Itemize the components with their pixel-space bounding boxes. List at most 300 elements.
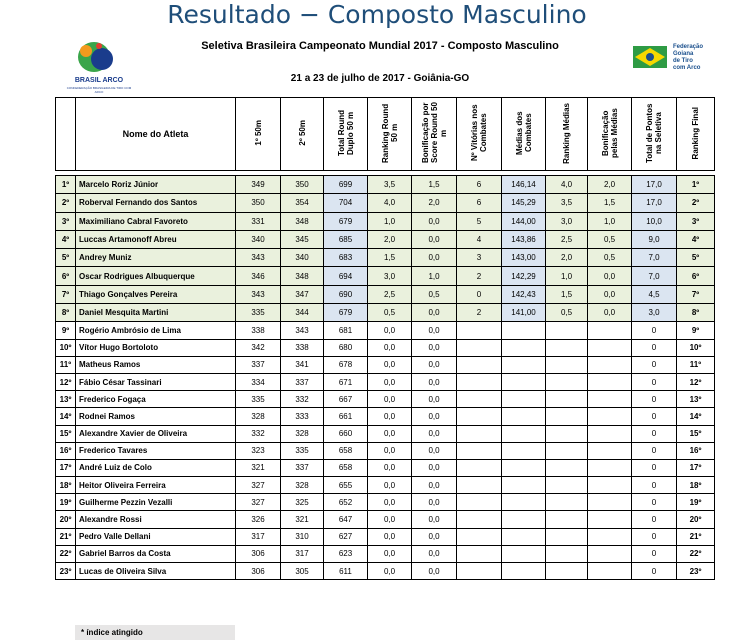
cell-ranking-round: 0,0 <box>368 408 412 425</box>
cell-final-ranking: 9º <box>677 322 715 339</box>
cell-position: 22º <box>56 545 76 562</box>
cell-first-50m: 350 <box>236 194 281 212</box>
cell-ranking-avg <box>546 373 588 390</box>
cell-athlete-name: Marcelo Roriz Júnior <box>76 176 236 194</box>
cell-total-points: 4,5 <box>632 285 677 303</box>
cell-avg-combats <box>502 442 546 459</box>
cell-athlete-name: Heitor Oliveira Ferreira <box>76 477 236 494</box>
cell-position: 7º <box>56 285 76 303</box>
header-wins: Nº Vitórias nos Combates <box>457 98 502 171</box>
table-row <box>56 494 715 511</box>
cell-position: 21º <box>56 528 76 545</box>
cell-ranking-avg <box>546 459 588 476</box>
cell-first-50m: 340 <box>236 230 281 248</box>
cell-total-points: 17,0 <box>632 194 677 212</box>
cell-athlete-name: Daniel Mesquita Martini <box>76 304 236 322</box>
cell-ranking-avg <box>546 339 588 356</box>
cell-total-round: 678 <box>324 356 368 373</box>
table-row <box>56 212 715 230</box>
cell-final-ranking: 7º <box>677 285 715 303</box>
cell-bonus-avg <box>588 442 632 459</box>
cell-total-round: 699 <box>324 176 368 194</box>
cell-bonus-score: 0,0 <box>412 511 457 528</box>
cell-total-points: 10,0 <box>632 212 677 230</box>
cell-ranking-round: 0,0 <box>368 391 412 408</box>
cell-second-50m: 348 <box>281 212 324 230</box>
cell-ranking-round: 0,0 <box>368 563 412 580</box>
cell-avg-combats <box>502 459 546 476</box>
cell-second-50m: 337 <box>281 459 324 476</box>
header-final-ranking: Ranking Final <box>677 98 715 171</box>
cell-avg-combats <box>502 425 546 442</box>
header-avg-combats: Médias dos Combates <box>502 98 546 171</box>
cell-position: 15º <box>56 425 76 442</box>
cell-second-50m: 337 <box>281 373 324 390</box>
cell-final-ranking: 10º <box>677 339 715 356</box>
cell-wins: 6 <box>457 194 502 212</box>
cell-wins <box>457 494 502 511</box>
cell-bonus-avg <box>588 425 632 442</box>
cell-ranking-round: 3,5 <box>368 176 412 194</box>
cell-wins: 5 <box>457 212 502 230</box>
cell-second-50m: 335 <box>281 442 324 459</box>
event-date: 21 a 23 de julho de 2017 - Goiânia-GO <box>290 73 470 84</box>
cell-ranking-round: 0,5 <box>368 304 412 322</box>
cell-ranking-round: 0,0 <box>368 511 412 528</box>
cell-ranking-avg <box>546 356 588 373</box>
cell-final-ranking: 1º <box>677 176 715 194</box>
cell-bonus-avg <box>588 373 632 390</box>
cell-wins: 2 <box>457 304 502 322</box>
cell-final-ranking: 22º <box>677 545 715 562</box>
cell-second-50m: 321 <box>281 511 324 528</box>
cell-bonus-avg <box>588 459 632 476</box>
cell-ranking-round: 0,0 <box>368 459 412 476</box>
cell-athlete-name: Gabriel Barros da Costa <box>76 545 236 562</box>
cell-final-ranking: 4º <box>677 230 715 248</box>
cell-avg-combats <box>502 477 546 494</box>
cell-total-points: 0 <box>632 425 677 442</box>
cell-second-50m: 341 <box>281 356 324 373</box>
cell-ranking-round: 0,0 <box>368 425 412 442</box>
cell-athlete-name: Luccas Artamonoff Abreu <box>76 230 236 248</box>
cell-position: 17º <box>56 459 76 476</box>
cell-avg-combats: 143,00 <box>502 249 546 267</box>
cell-final-ranking: 16º <box>677 442 715 459</box>
cell-total-round: 661 <box>324 408 368 425</box>
cell-ranking-avg <box>546 442 588 459</box>
cell-first-50m: 306 <box>236 563 281 580</box>
cell-total-points: 7,0 <box>632 267 677 285</box>
cell-wins <box>457 477 502 494</box>
cell-bonus-avg <box>588 339 632 356</box>
cell-athlete-name: Frederico Fogaça <box>76 391 236 408</box>
cell-final-ranking: 5º <box>677 249 715 267</box>
cell-ranking-avg <box>546 545 588 562</box>
cell-total-round: 611 <box>324 563 368 580</box>
table-row <box>56 373 715 390</box>
cell-total-round: 658 <box>324 442 368 459</box>
cell-avg-combats <box>502 391 546 408</box>
table-row <box>56 442 715 459</box>
cell-bonus-avg <box>588 494 632 511</box>
cell-avg-combats <box>502 494 546 511</box>
cell-ranking-round: 0,0 <box>368 339 412 356</box>
cell-bonus-avg <box>588 356 632 373</box>
cell-bonus-avg <box>588 511 632 528</box>
cell-final-ranking: 15º <box>677 425 715 442</box>
cell-wins <box>457 528 502 545</box>
cell-total-round: 685 <box>324 230 368 248</box>
table-row <box>56 285 715 303</box>
cell-wins: 2 <box>457 267 502 285</box>
cell-athlete-name: Matheus Ramos <box>76 356 236 373</box>
cell-ranking-round: 4,0 <box>368 194 412 212</box>
cell-total-points: 0 <box>632 391 677 408</box>
cell-avg-combats: 145,29 <box>502 194 546 212</box>
cell-ranking-round: 0,0 <box>368 494 412 511</box>
cell-athlete-name: André Luiz de Colo <box>76 459 236 476</box>
cell-avg-combats: 141,00 <box>502 304 546 322</box>
cell-bonus-score: 0,0 <box>412 230 457 248</box>
cell-athlete-name: Roberval Fernando dos Santos <box>76 194 236 212</box>
cell-bonus-avg: 2,0 <box>588 176 632 194</box>
table-row <box>56 356 715 373</box>
header-first-50m: 1º 50m <box>236 98 281 171</box>
cell-avg-combats: 146,14 <box>502 176 546 194</box>
cell-first-50m: 327 <box>236 477 281 494</box>
cell-avg-combats: 144,00 <box>502 212 546 230</box>
cell-ranking-avg: 4,0 <box>546 176 588 194</box>
cell-bonus-score: 0,0 <box>412 304 457 322</box>
cell-total-points: 0 <box>632 511 677 528</box>
cell-wins <box>457 322 502 339</box>
cell-bonus-score: 2,0 <box>412 194 457 212</box>
header-ranking-avg: Ranking Médias <box>546 98 588 171</box>
table-row <box>56 528 715 545</box>
cell-total-round: 704 <box>324 194 368 212</box>
cell-second-50m: 333 <box>281 408 324 425</box>
cell-bonus-avg <box>588 563 632 580</box>
cell-position: 1º <box>56 176 76 194</box>
cell-wins <box>457 391 502 408</box>
table-row <box>56 408 715 425</box>
cell-second-50m: 332 <box>281 391 324 408</box>
cell-position: 6º <box>56 267 76 285</box>
cell-total-points: 0 <box>632 322 677 339</box>
cell-wins <box>457 459 502 476</box>
cell-avg-combats <box>502 356 546 373</box>
cell-bonus-score: 0,0 <box>412 322 457 339</box>
table-row <box>56 511 715 528</box>
cell-position: 3º <box>56 212 76 230</box>
cell-ranking-avg <box>546 408 588 425</box>
cell-bonus-score: 0,0 <box>412 477 457 494</box>
cell-first-50m: 317 <box>236 528 281 545</box>
cell-position: 8º <box>56 304 76 322</box>
cell-wins <box>457 339 502 356</box>
cell-bonus-score: 0,0 <box>412 545 457 562</box>
cell-second-50m: 325 <box>281 494 324 511</box>
cell-first-50m: 326 <box>236 511 281 528</box>
cell-total-points: 9,0 <box>632 230 677 248</box>
cell-final-ranking: 6º <box>677 267 715 285</box>
table-row <box>56 339 715 356</box>
cell-first-50m: 335 <box>236 391 281 408</box>
cell-ranking-round: 1,0 <box>368 212 412 230</box>
cell-first-50m: 335 <box>236 304 281 322</box>
cell-second-50m: 344 <box>281 304 324 322</box>
cell-total-points: 0 <box>632 356 677 373</box>
brasil-arco-emblem-icon <box>64 37 134 77</box>
page-title: Resultado − Composto Masculino <box>167 0 587 29</box>
cell-second-50m: 305 <box>281 563 324 580</box>
cell-total-points: 0 <box>632 494 677 511</box>
cell-final-ranking: 12º <box>677 373 715 390</box>
cell-total-points: 0 <box>632 442 677 459</box>
cell-total-round: 658 <box>324 459 368 476</box>
cell-second-50m: 343 <box>281 322 324 339</box>
cell-bonus-score: 0,0 <box>412 528 457 545</box>
cell-bonus-avg: 1,0 <box>588 212 632 230</box>
table-row <box>56 304 715 322</box>
cell-final-ranking: 18º <box>677 477 715 494</box>
cell-athlete-name: Thiago Gonçalves Pereira <box>76 285 236 303</box>
table-row <box>56 545 715 562</box>
cell-first-50m: 349 <box>236 176 281 194</box>
cell-total-round: 660 <box>324 425 368 442</box>
cell-ranking-avg: 3,5 <box>546 194 588 212</box>
header-bonus-score: Bonificação por Score Round 50 m <box>412 98 457 171</box>
cell-first-50m: 321 <box>236 459 281 476</box>
cell-avg-combats: 142,29 <box>502 267 546 285</box>
cell-bonus-score: 0,0 <box>412 373 457 390</box>
cell-second-50m: 345 <box>281 230 324 248</box>
cell-final-ranking: 20º <box>677 511 715 528</box>
cell-second-50m: 328 <box>281 477 324 494</box>
cell-position: 16º <box>56 442 76 459</box>
cell-final-ranking: 19º <box>677 494 715 511</box>
event-subtitle: Seletiva Brasileira Campeonato Mundial 2017 - Composto Masculino <box>201 40 559 52</box>
cell-ranking-avg <box>546 494 588 511</box>
cell-total-round: 681 <box>324 322 368 339</box>
cell-wins <box>457 356 502 373</box>
cell-ranking-round: 0,0 <box>368 373 412 390</box>
cell-bonus-score: 0,0 <box>412 425 457 442</box>
cell-bonus-score: 0,0 <box>412 249 457 267</box>
cell-position: 23º <box>56 563 76 580</box>
cell-first-50m: 343 <box>236 285 281 303</box>
cell-bonus-avg <box>588 408 632 425</box>
cell-avg-combats: 143,86 <box>502 230 546 248</box>
cell-avg-combats <box>502 545 546 562</box>
cell-final-ranking: 2º <box>677 194 715 212</box>
cell-wins: 3 <box>457 249 502 267</box>
cell-bonus-score: 1,5 <box>412 176 457 194</box>
cell-wins <box>457 442 502 459</box>
cell-total-points: 0 <box>632 563 677 580</box>
cell-athlete-name: Lucas de Oliveira Silva <box>76 563 236 580</box>
cell-bonus-score: 0,0 <box>412 356 457 373</box>
cell-ranking-avg: 2,0 <box>546 249 588 267</box>
cell-ranking-avg <box>546 563 588 580</box>
cell-final-ranking: 8º <box>677 304 715 322</box>
cell-position: 11º <box>56 356 76 373</box>
cell-first-50m: 306 <box>236 545 281 562</box>
cell-bonus-score: 0,0 <box>412 212 457 230</box>
table-row <box>56 425 715 442</box>
cell-ranking-round: 1,5 <box>368 249 412 267</box>
cell-wins: 0 <box>457 285 502 303</box>
cell-first-50m: 346 <box>236 267 281 285</box>
header-position <box>56 98 76 171</box>
cell-second-50m: 317 <box>281 545 324 562</box>
cell-ranking-avg <box>546 477 588 494</box>
cell-bonus-avg <box>588 322 632 339</box>
cell-second-50m: 347 <box>281 285 324 303</box>
cell-ranking-round: 2,0 <box>368 230 412 248</box>
cell-ranking-round: 0,0 <box>368 442 412 459</box>
table-row <box>56 194 715 212</box>
cell-total-points: 0 <box>632 477 677 494</box>
cell-bonus-score: 0,5 <box>412 285 457 303</box>
cell-bonus-score: 0,0 <box>412 494 457 511</box>
table-row <box>56 563 715 580</box>
cell-wins: 6 <box>457 176 502 194</box>
cell-total-round: 671 <box>324 373 368 390</box>
cell-position: 13º <box>56 391 76 408</box>
cell-ranking-round: 0,0 <box>368 356 412 373</box>
cell-bonus-avg <box>588 477 632 494</box>
cell-final-ranking: 23º <box>677 563 715 580</box>
cell-athlete-name: Pedro Valle Dellani <box>76 528 236 545</box>
cell-total-round: 680 <box>324 339 368 356</box>
cell-position: 19º <box>56 494 76 511</box>
cell-ranking-avg <box>546 425 588 442</box>
cell-avg-combats <box>502 563 546 580</box>
cell-avg-combats <box>502 322 546 339</box>
federacao-goiana-name: Federação Goiana de Tiro com Arco <box>673 44 704 71</box>
cell-position: 14º <box>56 408 76 425</box>
table-row <box>56 322 715 339</box>
footnote: * índice atingido <box>75 625 235 640</box>
cell-total-round: 647 <box>324 511 368 528</box>
cell-first-50m: 342 <box>236 339 281 356</box>
cell-total-round: 694 <box>324 267 368 285</box>
cell-total-round: 683 <box>324 249 368 267</box>
cell-athlete-name: Rodnei Ramos <box>76 408 236 425</box>
cell-bonus-score: 0,0 <box>412 459 457 476</box>
cell-ranking-avg: 2,5 <box>546 230 588 248</box>
cell-bonus-avg <box>588 528 632 545</box>
table-row <box>56 249 715 267</box>
cell-athlete-name: Maximiliano Cabral Favoreto <box>76 212 236 230</box>
cell-total-round: 679 <box>324 304 368 322</box>
cell-first-50m: 337 <box>236 356 281 373</box>
results-table <box>55 97 715 580</box>
cell-avg-combats <box>502 528 546 545</box>
cell-final-ranking: 11º <box>677 356 715 373</box>
cell-bonus-score: 0,0 <box>412 442 457 459</box>
cell-first-50m: 334 <box>236 373 281 390</box>
cell-first-50m: 328 <box>236 408 281 425</box>
cell-position: 9º <box>56 322 76 339</box>
cell-bonus-score: 0,0 <box>412 339 457 356</box>
cell-first-50m: 343 <box>236 249 281 267</box>
cell-ranking-avg: 1,5 <box>546 285 588 303</box>
header-bonus-avg: Bonificação pelas Médias <box>588 98 632 171</box>
cell-second-50m: 340 <box>281 249 324 267</box>
header-total-round: Total Round Duplo 50 m <box>324 98 368 171</box>
table-row <box>56 477 715 494</box>
cell-first-50m: 338 <box>236 322 281 339</box>
cell-ranking-avg <box>546 391 588 408</box>
cell-second-50m: 328 <box>281 425 324 442</box>
cell-bonus-avg: 0,5 <box>588 249 632 267</box>
cell-ranking-round: 0,0 <box>368 477 412 494</box>
cell-final-ranking: 21º <box>677 528 715 545</box>
cell-ranking-avg: 0,5 <box>546 304 588 322</box>
header-ranking-round: Ranking Round 50 m <box>368 98 412 171</box>
cell-athlete-name: Alexandre Xavier de Oliveira <box>76 425 236 442</box>
cell-ranking-round: 3,0 <box>368 267 412 285</box>
cell-final-ranking: 17º <box>677 459 715 476</box>
cell-athlete-name: Vítor Hugo Bortoloto <box>76 339 236 356</box>
cell-ranking-avg <box>546 528 588 545</box>
table-row <box>56 176 715 194</box>
cell-total-points: 0 <box>632 545 677 562</box>
cell-total-points: 0 <box>632 528 677 545</box>
cell-total-points: 17,0 <box>632 176 677 194</box>
cell-bonus-score: 1,0 <box>412 267 457 285</box>
cell-position: 20º <box>56 511 76 528</box>
cell-final-ranking: 14º <box>677 408 715 425</box>
cell-second-50m: 350 <box>281 176 324 194</box>
cell-position: 4º <box>56 230 76 248</box>
cell-wins <box>457 425 502 442</box>
cell-second-50m: 310 <box>281 528 324 545</box>
cell-avg-combats <box>502 511 546 528</box>
cell-bonus-score: 0,0 <box>412 563 457 580</box>
cell-bonus-avg: 0,0 <box>588 285 632 303</box>
cell-ranking-avg: 3,0 <box>546 212 588 230</box>
brasil-arco-subtitle: CONFEDERAÇÃO BRASILEIRA DE TIRO COM ARCO <box>66 86 132 94</box>
cell-first-50m: 332 <box>236 425 281 442</box>
cell-final-ranking: 13º <box>677 391 715 408</box>
cell-avg-combats: 142,43 <box>502 285 546 303</box>
cell-ranking-round: 0,0 <box>368 545 412 562</box>
cell-total-round: 679 <box>324 212 368 230</box>
cell-second-50m: 348 <box>281 267 324 285</box>
cell-total-points: 0 <box>632 408 677 425</box>
cell-bonus-score: 0,0 <box>412 391 457 408</box>
federacao-goiana-logo <box>633 42 713 82</box>
cell-position: 18º <box>56 477 76 494</box>
cell-athlete-name: Rogério Ambrósio de Lima <box>76 322 236 339</box>
cell-wins: 4 <box>457 230 502 248</box>
table-row <box>56 459 715 476</box>
cell-athlete-name: Guilherme Pezzin Vezalli <box>76 494 236 511</box>
cell-bonus-avg <box>588 391 632 408</box>
cell-ranking-avg <box>546 511 588 528</box>
cell-avg-combats <box>502 339 546 356</box>
cell-total-round: 655 <box>324 477 368 494</box>
cell-second-50m: 338 <box>281 339 324 356</box>
cell-total-round: 690 <box>324 285 368 303</box>
cell-wins <box>457 511 502 528</box>
cell-athlete-name: Andrey Muniz <box>76 249 236 267</box>
cell-ranking-avg <box>546 322 588 339</box>
